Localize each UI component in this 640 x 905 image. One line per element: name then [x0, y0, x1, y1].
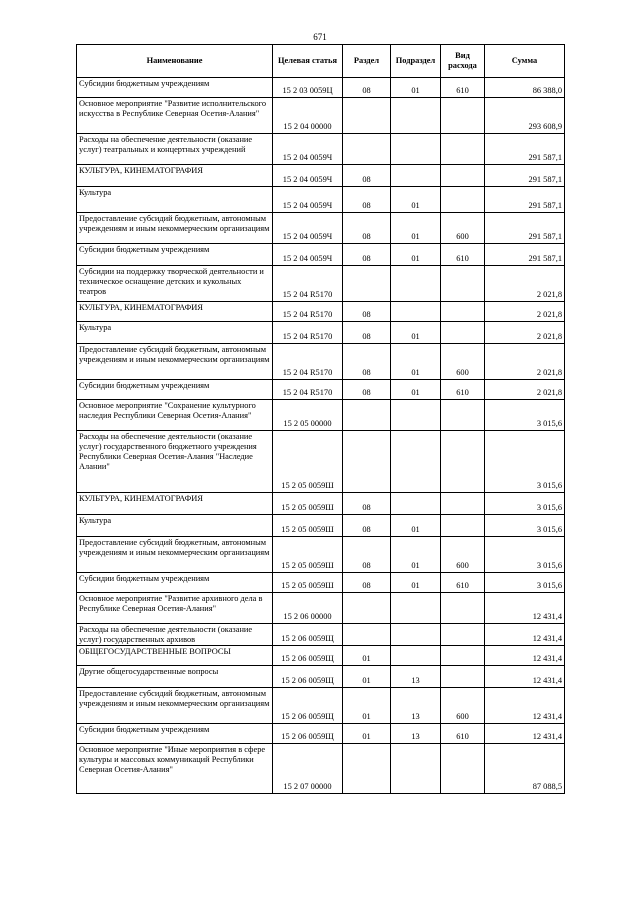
row-podrazdel: 01 — [391, 78, 441, 98]
row-podrazdel: 01 — [391, 573, 441, 593]
row-summa: 87 088,5 — [485, 743, 565, 793]
row-razdel — [343, 431, 391, 493]
row-summa: 3 015,6 — [485, 400, 565, 431]
row-razdel — [343, 624, 391, 646]
row-name: Предоставление субсидий бюджетным, автономным учреждениям и иным некоммерческим организациям — [77, 687, 273, 723]
row-code: 15 2 04 0059Ч — [273, 213, 343, 244]
row-razdel: 08 — [343, 78, 391, 98]
row-code: 15 2 04 R5170 — [273, 380, 343, 400]
row-summa: 2 021,8 — [485, 302, 565, 322]
row-summa: 12 431,4 — [485, 645, 565, 665]
header-summa: Сумма — [485, 45, 565, 78]
row-podrazdel — [391, 645, 441, 665]
row-name: Культура — [77, 322, 273, 344]
row-razdel — [343, 593, 391, 624]
row-summa: 3 015,6 — [485, 515, 565, 537]
row-razdel: 01 — [343, 687, 391, 723]
row-vid — [441, 400, 485, 431]
row-summa: 2 021,8 — [485, 344, 565, 380]
row-name: КУЛЬТУРА, КИНЕМАТОГРАФИЯ — [77, 165, 273, 187]
table-row — [77, 645, 565, 665]
row-podrazdel — [391, 493, 441, 515]
table-row — [77, 187, 565, 213]
row-podrazdel: 13 — [391, 687, 441, 723]
row-summa: 86 388,0 — [485, 78, 565, 98]
table-row — [77, 344, 565, 380]
row-code: 15 2 05 0059Ш — [273, 431, 343, 493]
row-vid — [441, 98, 485, 134]
row-razdel: 08 — [343, 344, 391, 380]
row-podrazdel: 01 — [391, 380, 441, 400]
row-vid — [441, 624, 485, 646]
row-code: 15 2 06 0059Щ — [273, 624, 343, 646]
row-vid — [441, 515, 485, 537]
table-row — [77, 322, 565, 344]
row-vid — [441, 593, 485, 624]
row-podrazdel — [391, 302, 441, 322]
table-row — [77, 743, 565, 793]
row-vid — [441, 302, 485, 322]
row-summa: 3 015,6 — [485, 573, 565, 593]
row-vid: 610 — [441, 380, 485, 400]
row-code: 15 2 05 0059Ш — [273, 515, 343, 537]
row-podrazdel: 01 — [391, 537, 441, 573]
row-podrazdel — [391, 266, 441, 302]
budget-table — [76, 44, 565, 794]
row-summa: 291 587,1 — [485, 244, 565, 266]
row-vid: 610 — [441, 573, 485, 593]
row-code: 15 2 05 0059Ш — [273, 573, 343, 593]
row-code: 15 2 07 00000 — [273, 743, 343, 793]
row-name: Предоставление субсидий бюджетным, автономным учреждениям и иным некоммерческим организациям — [77, 537, 273, 573]
row-name: Субсидии бюджетным учреждениям — [77, 244, 273, 266]
row-razdel: 08 — [343, 187, 391, 213]
row-name: Основное мероприятие "Развитие архивного дела в Республике Северная Осетия-Алания" — [77, 593, 273, 624]
row-podrazdel — [391, 743, 441, 793]
row-vid: 600 — [441, 213, 485, 244]
table-row — [77, 400, 565, 431]
table-row — [77, 573, 565, 593]
table-header-row — [77, 45, 565, 78]
row-razdel — [343, 266, 391, 302]
row-name: Культура — [77, 187, 273, 213]
header-podrazdel: Подраздел — [391, 45, 441, 78]
table-row — [77, 165, 565, 187]
row-code: 15 2 06 0059Щ — [273, 665, 343, 687]
row-code: 15 2 04 00000 — [273, 98, 343, 134]
row-code: 15 2 04 0059Ч — [273, 187, 343, 213]
row-name: Основное мероприятие "Иные мероприятия в сфере культуры и массовых коммуникаций Республики Северная Осетия-Алания" — [77, 743, 273, 793]
row-name: Предоставление субсидий бюджетным, автономным учреждениям и иным некоммерческим организациям — [77, 213, 273, 244]
row-razdel: 08 — [343, 165, 391, 187]
row-podrazdel: 01 — [391, 515, 441, 537]
row-podrazdel — [391, 134, 441, 165]
row-vid — [441, 431, 485, 493]
row-summa: 291 587,1 — [485, 187, 565, 213]
row-podrazdel: 01 — [391, 244, 441, 266]
row-podrazdel: 01 — [391, 213, 441, 244]
row-name: Расходы на обеспечение деятельности (оказание услуг) театральных и концертных учреждений — [77, 134, 273, 165]
row-razdel — [343, 743, 391, 793]
row-vid: 610 — [441, 244, 485, 266]
row-vid: 600 — [441, 344, 485, 380]
table-row — [77, 78, 565, 98]
row-vid — [441, 493, 485, 515]
row-podrazdel — [391, 593, 441, 624]
row-name: Предоставление субсидий бюджетным, автономным учреждениям и иным некоммерческим организациям — [77, 344, 273, 380]
row-summa: 2 021,8 — [485, 266, 565, 302]
table-row — [77, 98, 565, 134]
row-vid — [441, 645, 485, 665]
row-code: 15 2 05 0059Ш — [273, 493, 343, 515]
header-name: Наименование — [77, 45, 273, 78]
row-razdel: 08 — [343, 244, 391, 266]
table-row — [77, 431, 565, 493]
row-razdel: 08 — [343, 322, 391, 344]
row-vid — [441, 266, 485, 302]
header-code: Целевая статья — [273, 45, 343, 78]
row-summa: 3 015,6 — [485, 431, 565, 493]
row-name: КУЛЬТУРА, КИНЕМАТОГРАФИЯ — [77, 302, 273, 322]
row-podrazdel: 01 — [391, 322, 441, 344]
row-razdel: 08 — [343, 537, 391, 573]
row-podrazdel: 01 — [391, 344, 441, 380]
row-vid — [441, 322, 485, 344]
row-name: Расходы на обеспечение деятельности (оказание услуг) государственного бюджетного учреждения Республики Северная Осетия-Алания "Наследие Алании" — [77, 431, 273, 493]
table-row — [77, 537, 565, 573]
header-razdel: Раздел — [343, 45, 391, 78]
row-name: Основное мероприятие "Развитие исполнительского искусства в Республике Северная Осетия-Алания" — [77, 98, 273, 134]
table-row — [77, 687, 565, 723]
row-summa: 12 431,4 — [485, 624, 565, 646]
table-row — [77, 624, 565, 646]
row-summa: 12 431,4 — [485, 593, 565, 624]
row-summa: 2 021,8 — [485, 322, 565, 344]
row-razdel — [343, 134, 391, 165]
row-vid — [441, 187, 485, 213]
row-name: Расходы на обеспечение деятельности (оказание услуг) государственных архивов — [77, 624, 273, 646]
row-code: 15 2 04 0059Ч — [273, 244, 343, 266]
row-podrazdel: 13 — [391, 723, 441, 743]
table-row — [77, 723, 565, 743]
row-razdel: 08 — [343, 380, 391, 400]
row-razdel: 08 — [343, 213, 391, 244]
row-code: 15 2 04 R5170 — [273, 344, 343, 380]
row-razdel: 08 — [343, 302, 391, 322]
row-vid: 600 — [441, 687, 485, 723]
row-name: ОБЩЕГОСУДАРСТВЕННЫЕ ВОПРОСЫ — [77, 645, 273, 665]
row-razdel: 01 — [343, 645, 391, 665]
row-code: 15 2 04 R5170 — [273, 302, 343, 322]
table-row — [77, 380, 565, 400]
row-podrazdel: 01 — [391, 187, 441, 213]
row-summa: 12 431,4 — [485, 723, 565, 743]
page-number: 671 — [313, 32, 327, 42]
row-code: 15 2 06 0059Щ — [273, 687, 343, 723]
row-name: КУЛЬТУРА, КИНЕМАТОГРАФИЯ — [77, 493, 273, 515]
table-row — [77, 593, 565, 624]
row-vid — [441, 165, 485, 187]
row-podrazdel — [391, 165, 441, 187]
row-code: 15 2 04 0059Ч — [273, 165, 343, 187]
table-row — [77, 493, 565, 515]
table-row — [77, 665, 565, 687]
row-vid — [441, 743, 485, 793]
row-podrazdel — [391, 98, 441, 134]
row-name: Основное мероприятие "Сохранение культурного наследия Республики Северная Осетия-Алания" — [77, 400, 273, 431]
row-code: 15 2 05 00000 — [273, 400, 343, 431]
table-row — [77, 213, 565, 244]
row-vid: 610 — [441, 78, 485, 98]
row-razdel: 01 — [343, 723, 391, 743]
row-summa: 12 431,4 — [485, 665, 565, 687]
row-summa: 291 587,1 — [485, 213, 565, 244]
table-row — [77, 244, 565, 266]
row-name: Субсидии бюджетным учреждениям — [77, 723, 273, 743]
row-name: Субсидии бюджетным учреждениям — [77, 573, 273, 593]
row-razdel — [343, 400, 391, 431]
row-code: 15 2 06 0059Щ — [273, 723, 343, 743]
row-code: 15 2 06 0059Щ — [273, 645, 343, 665]
row-summa: 12 431,4 — [485, 687, 565, 723]
row-razdel: 08 — [343, 515, 391, 537]
table-row — [77, 266, 565, 302]
row-name: Субсидии бюджетным учреждениям — [77, 78, 273, 98]
row-code: 15 2 06 00000 — [273, 593, 343, 624]
row-podrazdel — [391, 624, 441, 646]
row-summa: 3 015,6 — [485, 493, 565, 515]
row-code: 15 2 04 0059Ч — [273, 134, 343, 165]
row-razdel — [343, 98, 391, 134]
row-name: Культура — [77, 515, 273, 537]
row-vid: 610 — [441, 723, 485, 743]
row-name: Другие общегосударственные вопросы — [77, 665, 273, 687]
row-code: 15 2 04 R5170 — [273, 322, 343, 344]
row-name: Субсидии бюджетным учреждениям — [77, 380, 273, 400]
table-row — [77, 134, 565, 165]
row-summa: 3 015,6 — [485, 537, 565, 573]
row-summa: 291 587,1 — [485, 134, 565, 165]
table-row — [77, 302, 565, 322]
row-name: Субсидии на поддержку творческой деятельности и техническое оснащение детских и кукольных театров — [77, 266, 273, 302]
row-code: 15 2 05 0059Ш — [273, 537, 343, 573]
row-podrazdel — [391, 431, 441, 493]
row-summa: 2 021,8 — [485, 380, 565, 400]
row-vid — [441, 665, 485, 687]
row-razdel: 01 — [343, 665, 391, 687]
row-vid — [441, 134, 485, 165]
row-podrazdel — [391, 400, 441, 431]
row-code: 15 2 04 R5170 — [273, 266, 343, 302]
row-summa: 291 587,1 — [485, 165, 565, 187]
row-summa: 293 608,9 — [485, 98, 565, 134]
header-vid: Вид расхода — [441, 45, 485, 78]
row-razdel: 08 — [343, 493, 391, 515]
row-razdel: 08 — [343, 573, 391, 593]
row-vid: 600 — [441, 537, 485, 573]
table-row — [77, 515, 565, 537]
row-code: 15 2 03 0059Ц — [273, 78, 343, 98]
row-podrazdel: 13 — [391, 665, 441, 687]
